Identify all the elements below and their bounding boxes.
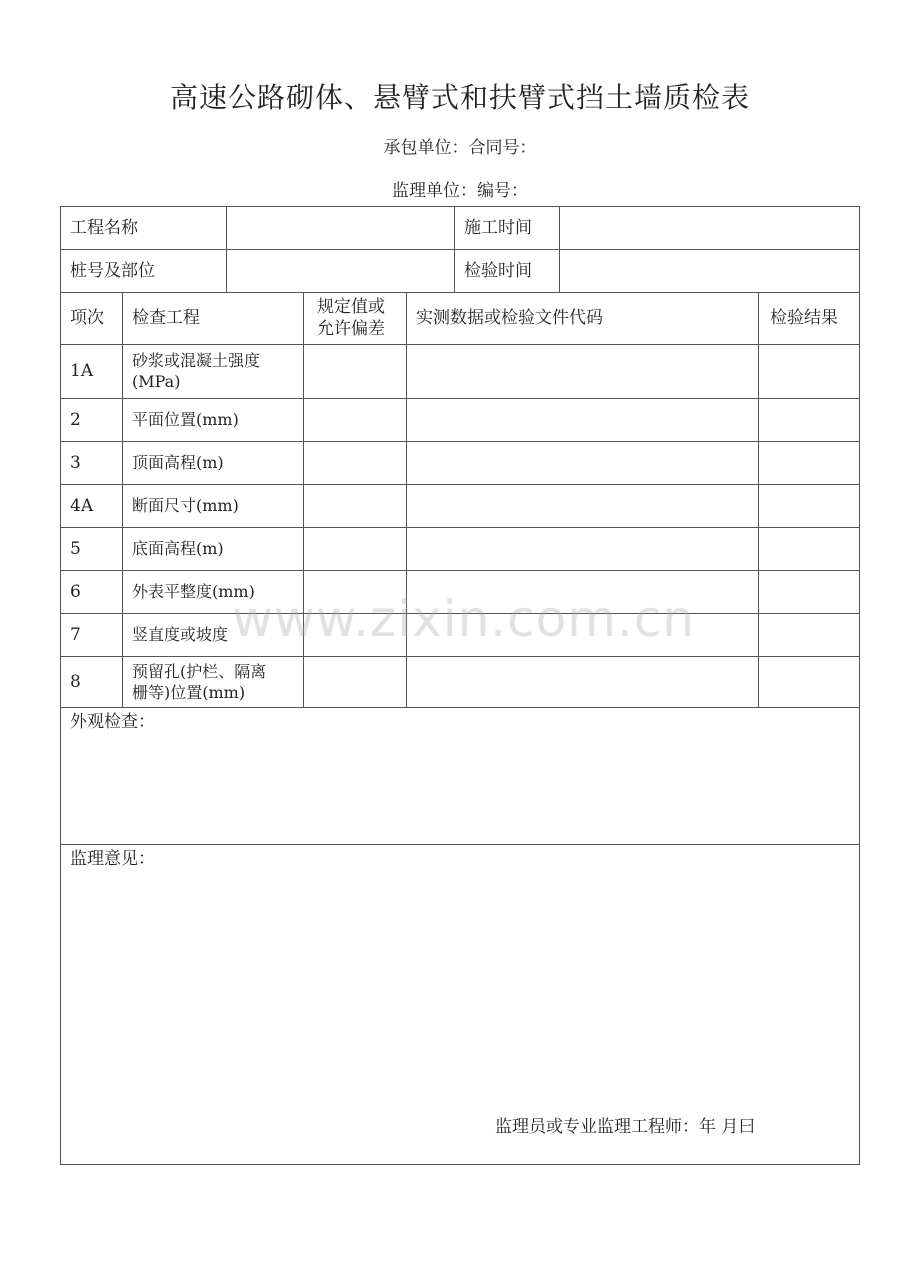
col-divider	[559, 206, 560, 292]
row-item: 顶面高程(m)	[132, 453, 224, 472]
row-no: 4A	[70, 495, 94, 516]
col-divider	[226, 206, 227, 292]
row-no: 6	[70, 581, 81, 602]
signoff-line: 监理员或专业监理工程师：年 月曰	[495, 1117, 756, 1137]
row-item: 外表平整度(mm)	[132, 582, 255, 601]
row-item-line1: 砂浆或混凝土强度	[132, 351, 261, 370]
row-no: 2	[70, 409, 81, 430]
supervisor-opinion-label: 监理意见：	[70, 849, 155, 869]
row-no: 1A	[70, 361, 94, 381]
row-item: 断面尺寸(mm)	[132, 496, 239, 515]
inspection-time-label: 检验时间	[464, 260, 532, 281]
row-item: 平面位置(mm)	[132, 410, 239, 429]
row-no: 3	[70, 452, 81, 473]
watermark: www.zixin.com.cn	[232, 590, 696, 648]
table-border-bottom	[60, 1164, 860, 1165]
row-item: 竖直度或坡度	[132, 625, 229, 644]
page-title: 高速公路砌体、悬臂式和扶臂式挡土墙质检表	[169, 81, 750, 114]
station-label: 桩号及部位	[70, 260, 155, 281]
col-header-result: 检验结果	[770, 308, 838, 328]
project-name-label: 工程名称	[70, 217, 138, 238]
col-header-measured: 实测数据或检验文件代码	[416, 308, 603, 328]
col-header-spec	[303, 292, 406, 344]
row-no: 7	[70, 624, 81, 645]
row-item	[122, 344, 303, 398]
appearance-check-label: 外观检查：	[70, 712, 155, 732]
col-header-item-no: 项次	[70, 308, 104, 328]
row-item	[122, 656, 303, 707]
row-item-line2: (MPa)	[132, 372, 181, 391]
row-item-line1: 预留孔(护栏、隔离	[132, 661, 267, 681]
construction-time-label: 施工时间	[464, 217, 532, 238]
row-no: 8	[70, 671, 81, 692]
inspection-table	[60, 206, 860, 1165]
row-no: 5	[70, 538, 81, 559]
supervisor-line: 监理单位：编号：	[392, 181, 528, 201]
col-header-spec-line2: 允许偏差	[317, 319, 385, 339]
col-divider	[406, 292, 407, 707]
row-item: 底面高程(m)	[132, 539, 224, 558]
col-header-check-item: 检查工程	[132, 308, 200, 328]
table-border-right	[859, 206, 860, 1165]
col-divider	[303, 292, 304, 707]
col-divider	[758, 292, 759, 707]
col-header-spec-line1: 规定值或	[317, 297, 385, 317]
contractor-line: 承包单位：合同号：	[383, 138, 537, 158]
row-item-line2: 栅等)位置(mm)	[132, 682, 246, 702]
